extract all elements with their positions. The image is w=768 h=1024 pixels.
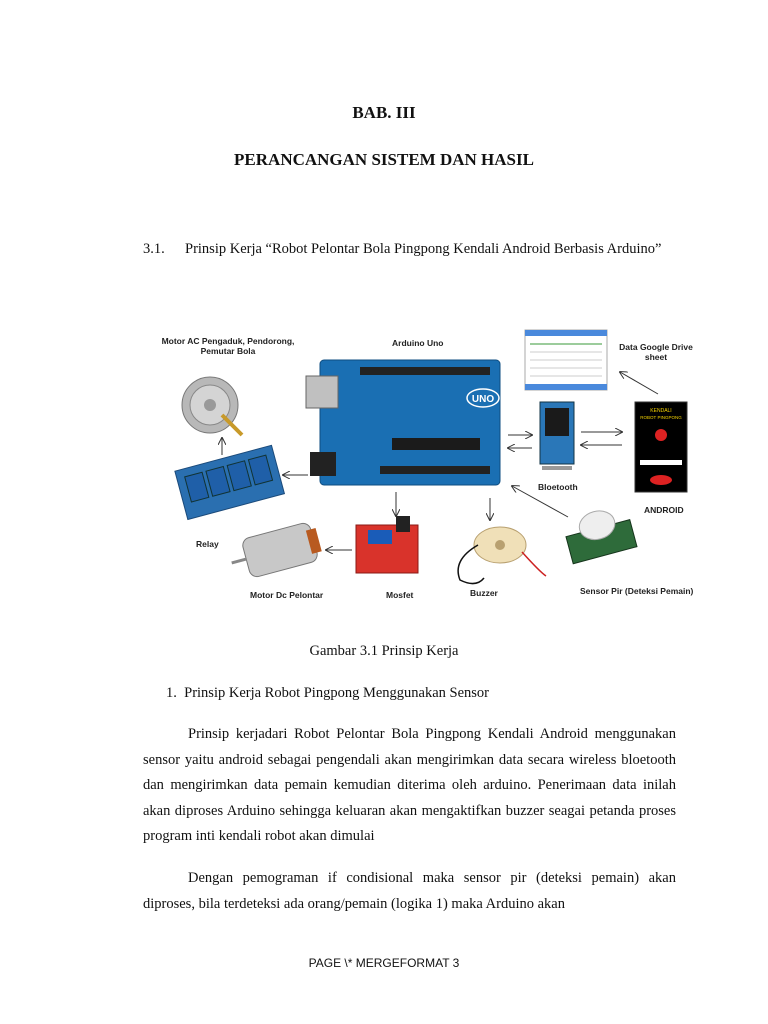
paragraph-2 [143, 866, 676, 917]
label-drive: Data Google Drive [619, 342, 693, 352]
android-phone-image [635, 402, 687, 492]
list-item [166, 685, 489, 702]
section-number: 3.1. [143, 241, 165, 257]
chapter-title: PERANCANGAN SISTEM DAN HASIL [234, 150, 534, 169]
arduino-uno-image [306, 360, 500, 485]
ac-motor-image [182, 377, 242, 435]
paragraph-1-text: Prinsip kerjadari Robot Pelontar Bola Pingpong Kendali Android menggunakan sensor yaitu android sebagai pengendali akan mengirimkan data secara wireless bloetooth dan mengirimkan data pemain kemudian diterima oleh arduino. Penerimaan data inilah akan diproses Arduino sehingga keluaran akan mengaktifkan buzzer seagai petanda proses program inti kendali robot akan dimulai [143, 726, 676, 844]
phone-title: KENDALI [650, 408, 672, 414]
label-motor-dc: Motor Dc Pelontar [250, 590, 324, 600]
list-item-text: Prinsip Kerja Robot Pingpong Menggunakan Sensor [184, 685, 490, 701]
label-drive-2: sheet [644, 352, 668, 362]
label-motor-ac: Motor AC Pengaduk, Pendorong, [161, 336, 295, 346]
buzzer-image [458, 527, 546, 584]
mosfet-image [356, 516, 418, 573]
label-sensor: Sensor Pir (Deteksi Pemain) [580, 586, 694, 596]
label-buzzer: Buzzer [470, 588, 498, 598]
label-bluetooth: Bloetooth [538, 482, 578, 492]
paragraph-1 [143, 722, 676, 850]
label-mosfet: Mosfet [386, 590, 414, 600]
label-motor-ac-2: Pemutar Bola [200, 346, 256, 356]
working-principle-diagram [160, 320, 700, 610]
paragraph-2-text: Dengan pemograman if condisional maka sensor pir (deteksi pemain) akan diproses, bila terdeteksi ada orang/pemain (logika 1) maka Arduino akan [143, 870, 676, 912]
label-relay: Relay [196, 539, 219, 549]
section-text: Prinsip Kerja “Robot Pelontar Bola Pingpong Kendali Android Berbasis Arduino” [185, 241, 662, 257]
dc-motor-image [227, 520, 324, 582]
board-uno-text: UNO [471, 394, 495, 405]
google-sheet-image [525, 330, 607, 390]
pir-sensor-image [562, 503, 637, 564]
phone-title-2: ROBOT PINGPONG [640, 415, 682, 420]
bluetooth-module-image [540, 402, 574, 470]
section-heading [143, 236, 676, 262]
page-footer: PAGE \* MERGEFORMAT 3 [308, 956, 460, 970]
relay-image [175, 445, 285, 519]
label-arduino: Arduino Uno [392, 338, 444, 348]
chapter-heading: BAB. III [352, 103, 416, 122]
figure-caption: Gambar 3.1 Prinsip Kerja [309, 643, 459, 659]
label-android: ANDROID [644, 505, 684, 515]
list-item-number: 1. [166, 685, 177, 701]
